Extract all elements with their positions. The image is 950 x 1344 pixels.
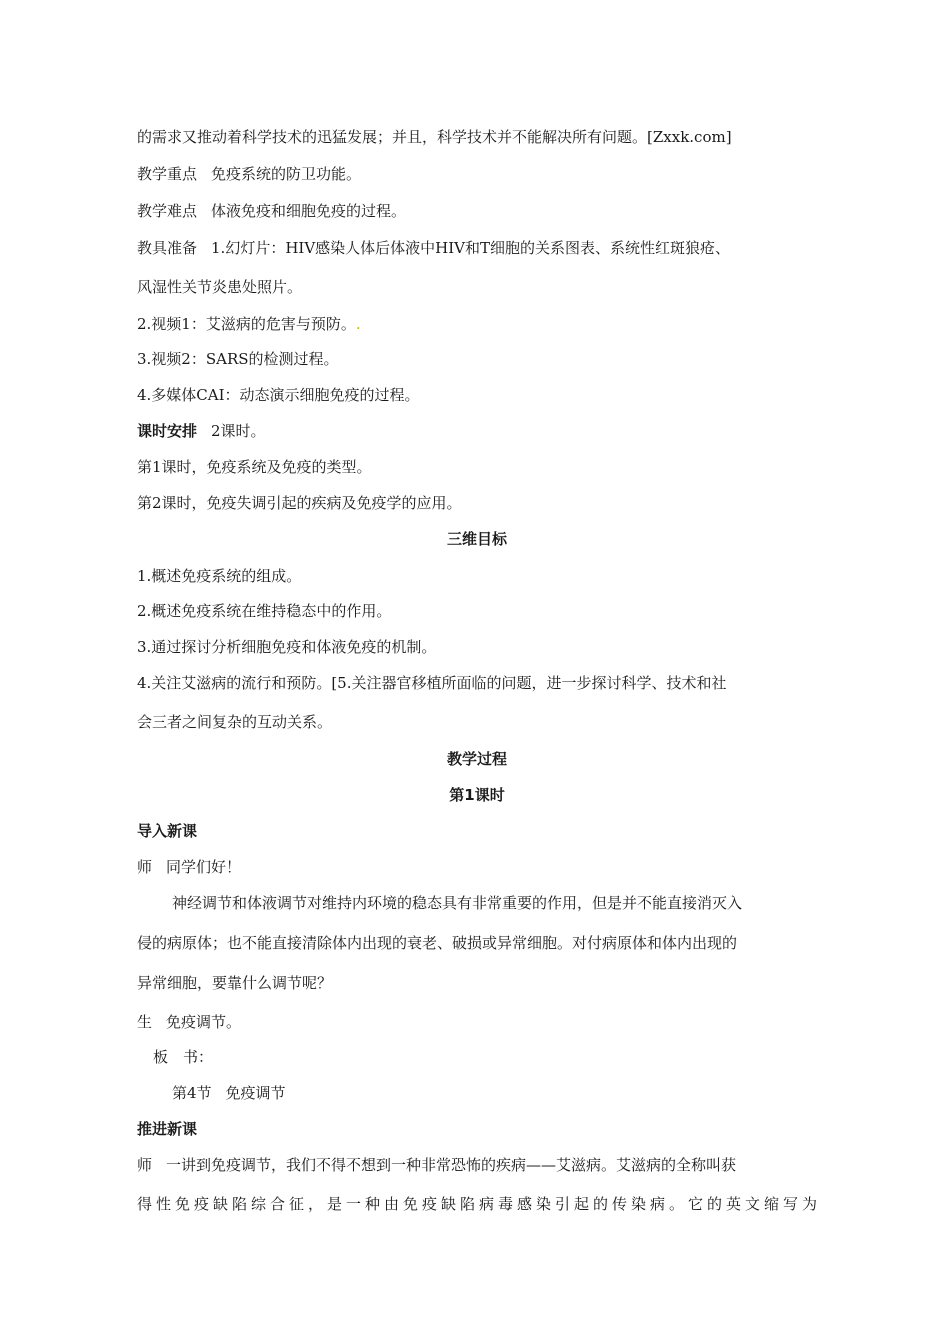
- dialogue-line: [137, 1012, 817, 1032]
- text-line: 异常细胞，要靠什么调节呢？: [137, 974, 333, 992]
- text-line: 4.多媒体CAI：动态演示细胞免疫的过程。: [137, 386, 420, 404]
- teaching-focus-label: 教学重点: [137, 165, 198, 183]
- text-line: 第2课时，免疫失调引起的疾病及免疫学的应用。: [137, 494, 462, 512]
- teaching-focus-line: [137, 164, 817, 184]
- section-heading: 第1课时: [449, 786, 505, 804]
- text-line: 第1课时，免疫系统及免疫的类型。: [137, 458, 372, 476]
- teaching-difficulty-line: [137, 201, 817, 221]
- video1-line: [137, 314, 817, 334]
- subsection-heading: 推进新课: [137, 1120, 198, 1138]
- text-line: 风湿性关节炎患处照片。: [137, 278, 303, 296]
- text-line: 的需求又推动着科学技术的迅猛发展；并且，科学技术并不能解决所有问题。[Zxxk.com]: [137, 128, 732, 146]
- text-line: 3.视频2：SARS的检测过程。: [137, 350, 339, 368]
- text-line: 得性免疫缺陷综合征，是一种由免疫缺陷病毒感染引起的传染病。它的英文缩写为: [137, 1195, 817, 1213]
- video1-text: 2.视频1：艾滋病的危害与预防。: [137, 315, 356, 333]
- schedule-label: 课时安排: [137, 422, 198, 440]
- dialogue-text: 一讲到免疫调节，我们不得不想到一种非常恐怖的疾病——艾滋病。艾滋病的全称叫获: [166, 1156, 737, 1174]
- text-line: 会三者之间复杂的互动关系。: [137, 713, 333, 731]
- teaching-focus-text: 免疫系统的防卫功能。: [211, 165, 362, 183]
- text-line: 神经调节和体液调节对维持内环境的稳态具有非常重要的作用，但是并不能直接消灭入: [172, 894, 743, 912]
- schedule-text: 2课时。: [211, 422, 266, 440]
- text-line: 1.概述免疫系统的组成。: [137, 567, 302, 585]
- text-line: 4.关注艾滋病的流行和预防。[5.关注器官移植所面临的问题，进一步探讨科学、技术和社: [137, 674, 727, 692]
- dialogue-line: [137, 1155, 817, 1175]
- dialogue-text: 同学们好！: [166, 858, 242, 876]
- section-title: 免疫调节: [225, 1084, 286, 1102]
- dialogue-text: 免疫调节。: [166, 1013, 242, 1031]
- schedule-line: [137, 421, 817, 441]
- board-section-line: [172, 1083, 852, 1103]
- text-line: 2.概述免疫系统在维持稳态中的作用。: [137, 602, 392, 620]
- section-heading: 三维目标: [446, 530, 507, 548]
- dialogue-line: [137, 857, 817, 877]
- teaching-tools-label: 教具准备: [137, 239, 198, 257]
- text-line: 3.通过探讨分析细胞免疫和体液免疫的机制。: [137, 638, 437, 656]
- speaker-label: 师: [137, 1156, 153, 1174]
- teaching-tools-text: 1.幻灯片：HIV感染人体后体液中HIV和T细胞的关系图表、系统性红斑狼疮、: [211, 239, 731, 257]
- speaker-label: 师: [137, 858, 153, 876]
- teaching-tools-line: [137, 238, 817, 258]
- stray-dot: .: [355, 315, 361, 333]
- text-line: 侵的病原体；也不能直接清除体内出现的衰老、破损或异常细胞。对付病原体和体内出现的: [137, 934, 738, 952]
- speaker-label: 生: [137, 1013, 153, 1031]
- teaching-difficulty-label: 教学难点: [137, 202, 198, 220]
- board-label: 板 书：: [153, 1048, 214, 1066]
- teaching-difficulty-text: 体液免疫和细胞免疫的过程。: [211, 202, 407, 220]
- section-heading: 教学过程: [446, 750, 507, 768]
- subsection-heading: 导入新课: [137, 822, 198, 840]
- section-number: 第4节: [172, 1084, 212, 1102]
